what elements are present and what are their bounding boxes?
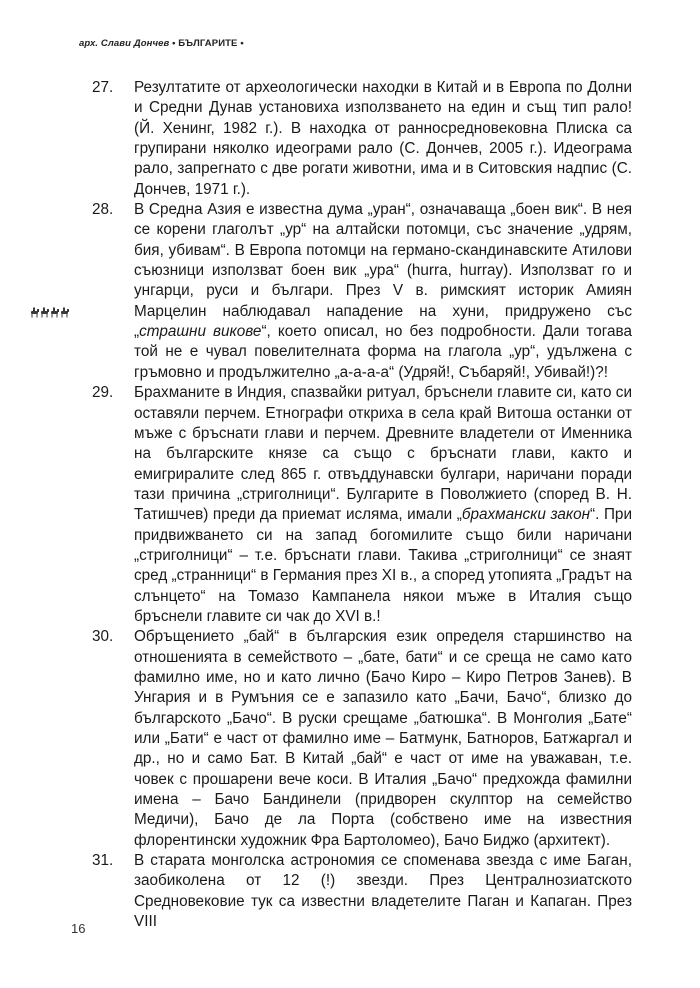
endnote-number: 31. — [92, 852, 114, 870]
endnote-text-run: Обръщението „бай“ в българския език определя старшинство на отношенията в семейството – „бате, бати“ и се среща не само като фамилно име, но и като лично (Бачо Киро – Киро Петров Занев). В Унгария и в Румъния се е запазило като „Бачи, Бачо“, близко до българското „Бачо“. В руски срещаме „батюшка“. В Монголия „Бате“ или „Бати“ е част от фамилно име – Батмунк, Батнoров, Батжаргал и др., но и само Бат. В Китай „бай“ е част от име на уважаван, т.е. човек с прошарени вече коси. В Италия „Бачо“ предхожда фамилни имена – Бачо Бандинели (придворен скулптор на семейство Медичи), Бачо де ла Порта (собствено име на известния флорентински художник Фра Бартоломео), Бачо Биджо (архитект). — [134, 628, 632, 849]
endnote-text-run: Резултатите от археологически находки в Китай и в Европа по Долни и Средни Дунав установиха използването на един и същ тип рало! (Й. Хенинг, 1982 г.). В находка от ранносредновековна Плиска са групирани няколко идеограми рало (С. Дончев, 2005 г.). Идеограма рало, запрегнато с две рогати животни, има и в Ситовския надпис (С. Дончев, 1971 г.). — [134, 79, 632, 198]
endnote-text-run: Брахманите в Индия, спазвайки ритуал, бръснели главите си, като си оставяли перчем. Етнографи откриха в села край Витоша останки от мъже с бръснати глави и перчем. Древните владетели от Именника на българските князе са също с бръснати глави, както и емигриралите след 865 г. отвъддунавски булгари, наричани поради тази причина „стриголници“. Булгарите в Поволжието (според В. Н. Татишчев) преди да приемат исляма, имали „ — [134, 384, 632, 524]
endnote-31 — [92, 851, 632, 932]
endnote-number: 28. — [92, 201, 114, 219]
endnote-text — [134, 201, 632, 381]
endnote-text — [134, 79, 632, 198]
endnote-text-run: В Средна Азия е известна дума „уран“, означаваща „боен вик“. В нея се корени глаголът „ур“ на алтайски потомци, със значение „удрям, бия, убивам“. В Европа потомци на германо-скандинавските Атилови съюзници използват боен вик „ура“ (hurra, hurray). Използват го и унгарци, руси и българи. През V в. римският историк Амиян Марцелин наблюдавал нападение на хуни, придружено със „ — [134, 201, 632, 341]
running-head-separator: • — [169, 38, 179, 49]
endnote-text-run: В старата монголска астрономия се споменава звезда с име Баган, заобиколена от 12 (!) звезди. През Централнoзиатското Средновековие тук са известни владетелите Паган и Капаган. През VIII — [134, 852, 632, 931]
running-head-title: БЪЛГАРИТЕ — [178, 38, 238, 49]
endnote-italic-phrase: страшни викове — [139, 323, 262, 341]
endnote-text-run: “. При придвижването си на запад богомилите също били наричани „стриголници“ – т.е. бръснати глави. Такива „стриголници“ се знаят сред „странници“ в Германия през XI в., а според утопията „Градът на слънцето“ на Томазо Кампанела някои мъже в Италия също бръснели главите си чак до XVI в.! — [134, 506, 632, 625]
endnote-27 — [92, 78, 632, 200]
running-head-trail: • — [237, 38, 244, 49]
endnote-text — [134, 628, 632, 848]
endnote-29 — [92, 383, 632, 627]
endnote-28 — [92, 200, 632, 383]
endnote-number: 27. — [92, 79, 114, 96]
endnote-text-run: “, което описал, но без подробности. Дали тогава той не е чувал повелителната форма на глагола „ур“, удължена с гръмовно и продължително „а-а-а-а“ (Удряй!, Събаряй!, Убивай!)?! — [134, 323, 632, 381]
horsemen-frieze-icon — [30, 306, 70, 318]
endnote-text — [134, 852, 632, 930]
running-head — [79, 38, 244, 49]
endnotes-list — [92, 78, 632, 932]
endnote-text — [134, 384, 632, 625]
endnote-number: 29. — [92, 384, 114, 402]
endnote-number: 30. — [92, 628, 114, 646]
endnote-italic-phrase: брахмански закон — [461, 506, 591, 524]
endnote-30 — [92, 627, 632, 851]
running-head-author: арх. Слави Дончев — [79, 38, 170, 49]
page-number: 16 — [71, 921, 86, 936]
